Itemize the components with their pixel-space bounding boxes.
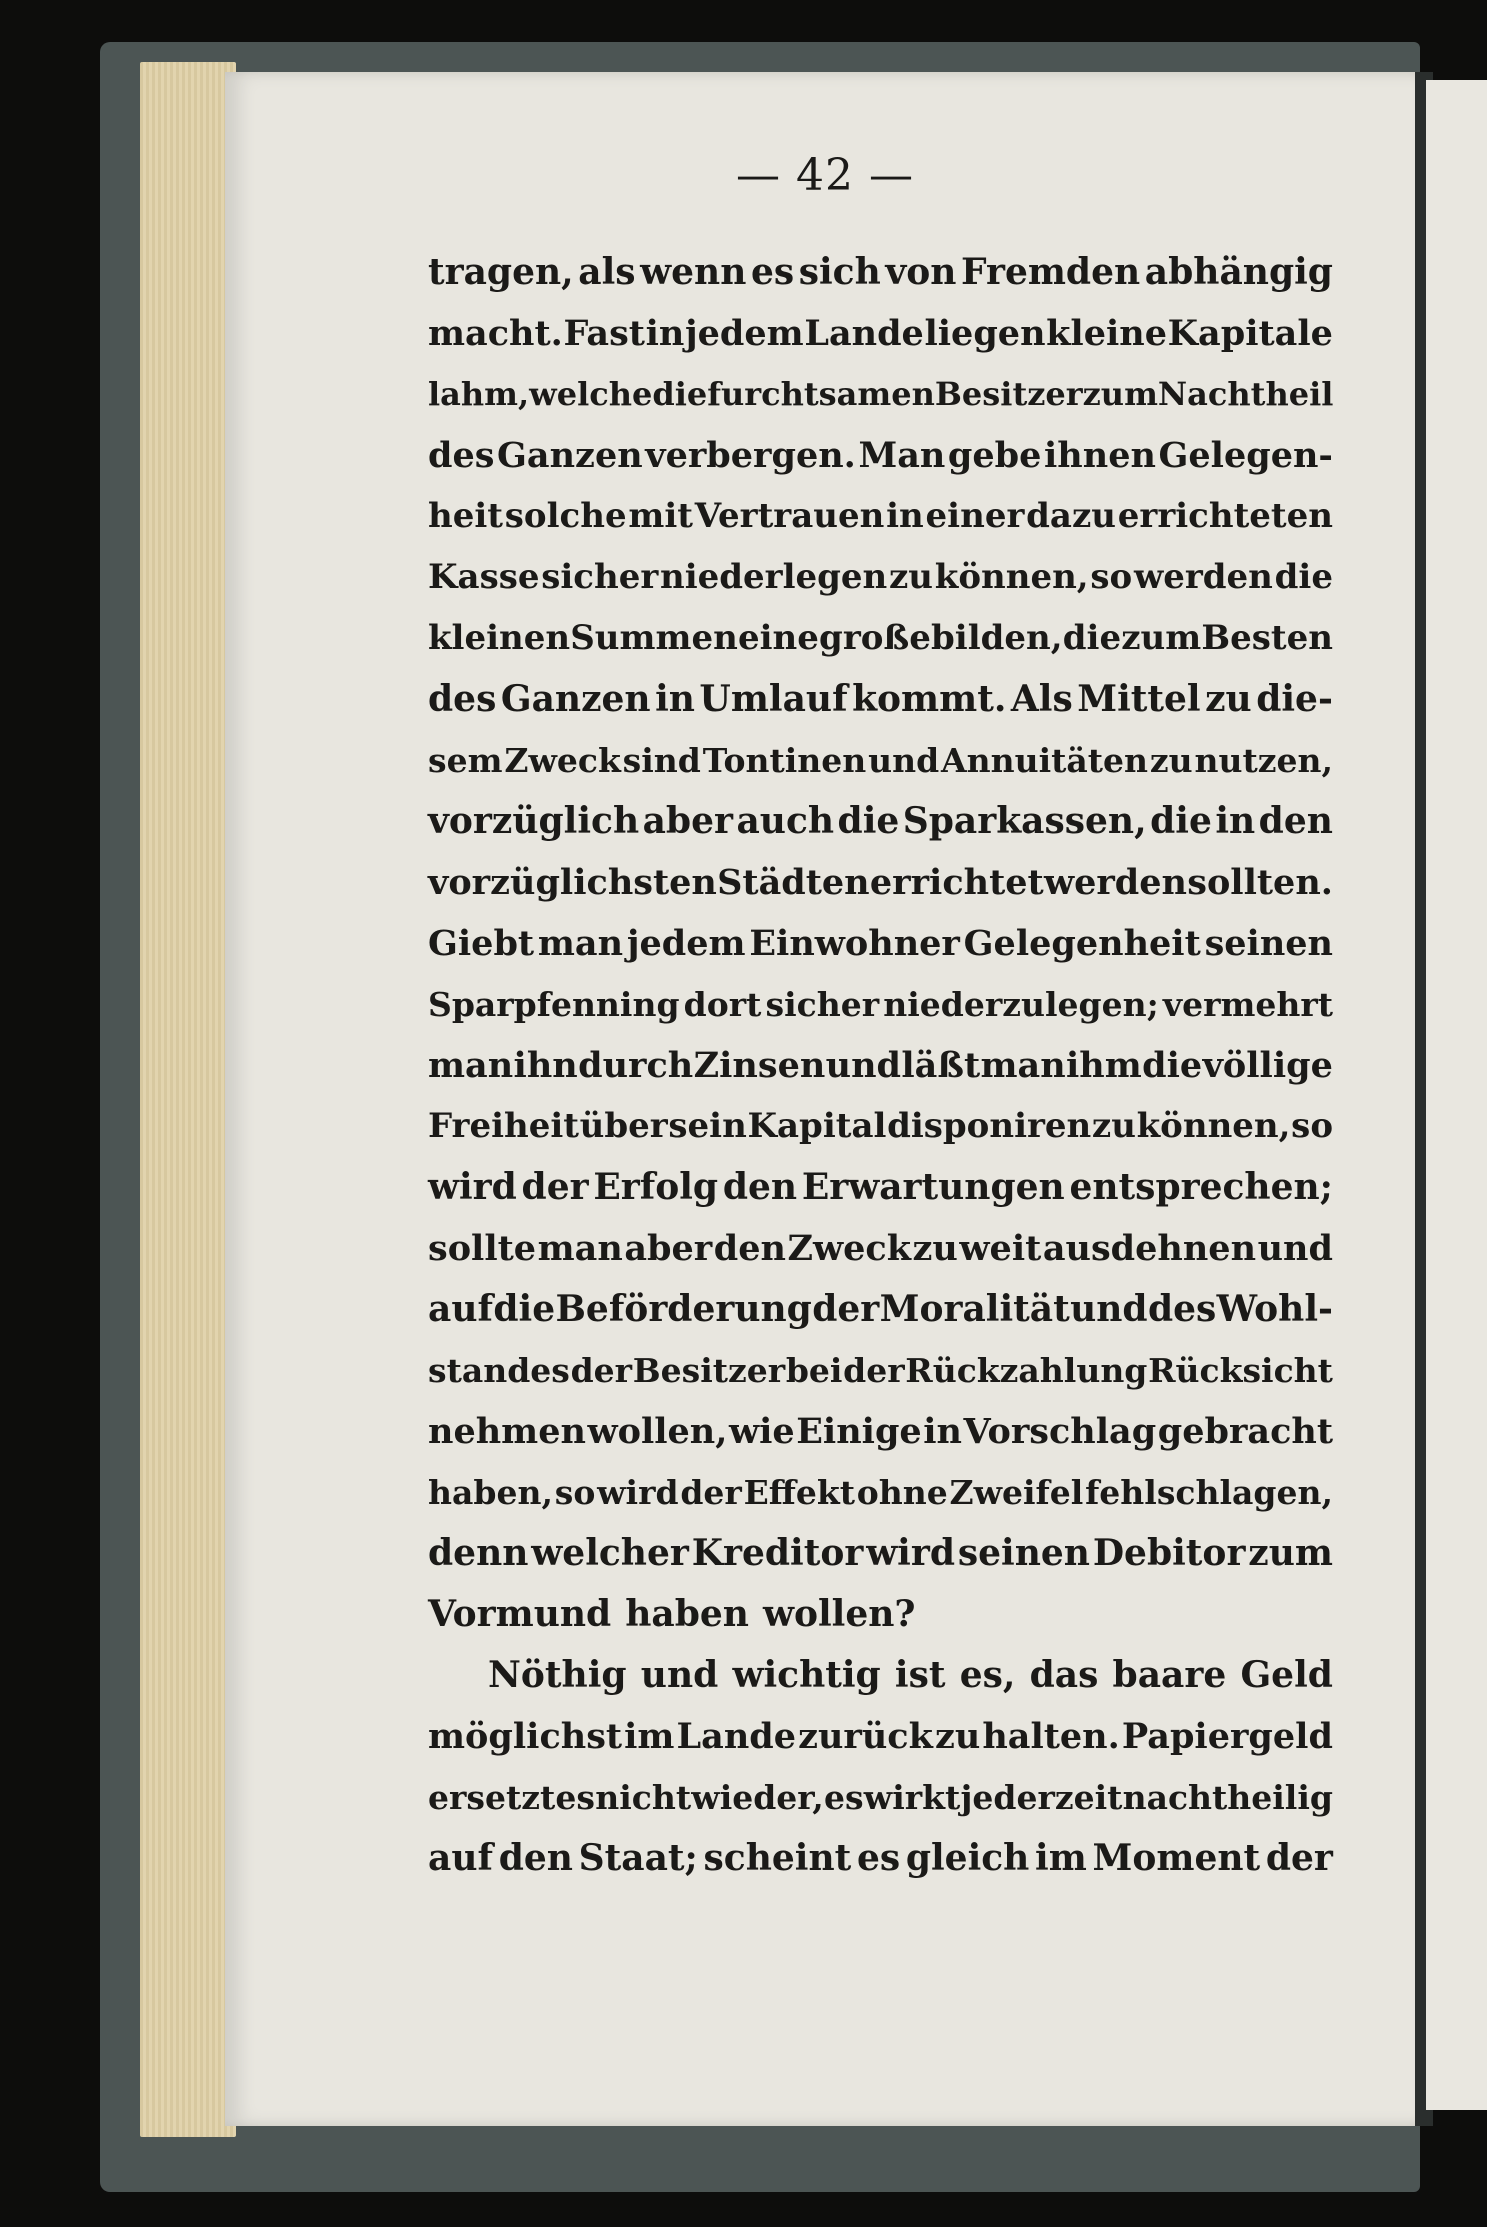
word: furchtsamen	[707, 375, 935, 413]
word: wenn	[640, 251, 747, 293]
text-line	[428, 1706, 1333, 1767]
word: des	[1147, 1288, 1217, 1330]
word: sind	[622, 741, 701, 780]
word: denn	[428, 1532, 529, 1574]
word: die	[1274, 557, 1333, 597]
word: und	[825, 1045, 902, 1086]
text-line	[428, 669, 1333, 730]
word: Freiheit	[428, 1106, 579, 1146]
word: errichtet	[869, 862, 1044, 903]
word: Giebt	[428, 923, 535, 964]
word: disponiren	[887, 1106, 1092, 1146]
word: Fast	[563, 313, 645, 354]
word: wieder,	[691, 1778, 824, 1817]
text-line	[428, 1767, 1333, 1828]
word: Zinsen	[693, 1045, 826, 1086]
word: die	[837, 800, 900, 842]
word: dazu	[1026, 496, 1116, 536]
word: in	[923, 1411, 962, 1452]
word: fehlschlagen,	[1085, 1473, 1333, 1512]
word: Einige	[796, 1411, 922, 1452]
word: ersetzt	[428, 1778, 556, 1817]
word: zu	[934, 1716, 981, 1757]
word: zum	[1248, 1532, 1333, 1574]
word: und	[1257, 1228, 1333, 1269]
word: der	[1265, 1837, 1333, 1879]
word: auch	[736, 800, 835, 842]
word: gleich	[905, 1837, 1030, 1879]
word: man	[428, 1045, 514, 1086]
word: errichteten	[1117, 496, 1333, 536]
word: in	[655, 678, 695, 720]
word: kleine	[1046, 313, 1167, 354]
word: wirkt	[863, 1778, 961, 1817]
word: Gelegenheit	[963, 923, 1201, 964]
word: sich	[798, 251, 881, 293]
word: bilden,	[931, 618, 1063, 658]
word: gebracht	[1157, 1411, 1333, 1452]
word: der	[521, 1166, 589, 1208]
word: können,	[1136, 1106, 1291, 1146]
word: zum	[1082, 375, 1158, 413]
word: Vertrauen	[694, 496, 885, 536]
text-line	[428, 1096, 1333, 1157]
word: auf	[428, 1837, 493, 1879]
word: des	[428, 678, 497, 720]
word: Kasse	[428, 557, 540, 597]
word: das	[1029, 1654, 1099, 1696]
word: Debitor	[1092, 1532, 1246, 1574]
word: Erfolg	[593, 1166, 719, 1208]
word: vorzüglichsten	[428, 862, 717, 903]
word: die	[652, 375, 708, 413]
word: welcher	[531, 1532, 689, 1574]
word: wollen,	[587, 1411, 728, 1452]
word: Ganzen	[500, 678, 651, 720]
word: als	[578, 251, 636, 293]
word: ohne	[856, 1473, 948, 1512]
word: sicher	[541, 557, 659, 597]
word: Kapital	[747, 1106, 887, 1146]
word: es	[555, 1778, 595, 1817]
word: Moralität	[879, 1288, 1070, 1330]
text-line	[428, 1828, 1333, 1889]
text-line	[428, 364, 1333, 425]
text-line	[428, 303, 1333, 364]
word: wichtig	[732, 1654, 881, 1696]
word: in	[1215, 800, 1256, 842]
word: Besitzer	[632, 1351, 786, 1390]
word: können,	[934, 557, 1089, 597]
word: so	[1291, 1106, 1333, 1146]
word: tragen,	[428, 251, 574, 293]
word: über	[579, 1106, 668, 1146]
word: Fremden	[961, 251, 1141, 293]
word: scheint	[703, 1837, 852, 1879]
word: Kapitale	[1167, 313, 1333, 354]
word: kleinen	[428, 618, 571, 658]
text-line	[428, 1157, 1333, 1218]
text-line	[428, 1401, 1333, 1462]
word: jedem	[684, 313, 804, 354]
word: Rücksicht	[1148, 1351, 1333, 1390]
word: nachtheilig	[1122, 1778, 1333, 1817]
text-line	[428, 1462, 1333, 1523]
word: große	[819, 618, 931, 658]
word: werden	[1133, 557, 1273, 597]
word: mit	[628, 496, 693, 536]
word: Umlauf	[699, 678, 848, 720]
word: haben	[625, 1593, 749, 1635]
page-header: — 42 —	[736, 150, 914, 201]
word: niederzulegen;	[883, 985, 1159, 1024]
word: der	[843, 1351, 905, 1390]
word: Zweifel	[949, 1473, 1084, 1512]
word: die	[1150, 800, 1212, 842]
text-line	[428, 974, 1333, 1035]
word: der	[812, 1288, 880, 1330]
word: ist	[894, 1654, 946, 1696]
word: verbergen.	[645, 435, 856, 476]
word: sein	[668, 1106, 747, 1146]
word: seinen	[1204, 923, 1333, 964]
word: es,	[959, 1654, 1016, 1696]
text-line	[428, 608, 1333, 669]
word: Man	[858, 435, 946, 476]
word: Besten	[1201, 618, 1333, 658]
word: sicher	[765, 985, 880, 1024]
word: den	[713, 1228, 786, 1269]
word: wird	[428, 1166, 517, 1208]
word: Einwohner	[749, 923, 960, 964]
word: heit	[428, 496, 503, 536]
word: ihnen	[1044, 435, 1156, 476]
word: aber	[624, 1228, 713, 1269]
word: nehmen	[428, 1411, 586, 1452]
word: Städten	[717, 862, 870, 903]
word: Zweck	[787, 1228, 911, 1269]
word: und	[868, 741, 940, 780]
word: in	[645, 313, 685, 354]
word: Kreditor	[691, 1532, 864, 1574]
word: zu	[1091, 1106, 1136, 1146]
word: läßt	[901, 1045, 981, 1086]
word: kommt.	[852, 678, 1007, 720]
word: Ganzen	[497, 435, 643, 476]
word: im	[624, 1716, 675, 1757]
word: welche	[529, 375, 653, 413]
word: es	[856, 1837, 901, 1879]
word: Rückzahlung	[905, 1351, 1148, 1390]
word: den	[498, 1837, 573, 1879]
word: Beförderung	[555, 1288, 812, 1330]
text-line	[428, 1584, 1333, 1645]
word: seinen	[957, 1532, 1090, 1574]
word: aber	[642, 800, 733, 842]
word: man	[537, 923, 624, 964]
word: zu	[889, 557, 934, 597]
text-line	[428, 1035, 1333, 1096]
word: Geld	[1240, 1654, 1333, 1696]
word: zu	[1149, 741, 1193, 780]
word: die-	[1256, 678, 1333, 720]
word: baare	[1112, 1654, 1227, 1696]
word: wollen?	[762, 1593, 916, 1635]
word: gebe	[947, 435, 1042, 476]
word: Vormund	[428, 1593, 612, 1635]
word: sem	[428, 741, 503, 780]
word: solche	[504, 496, 627, 536]
word: und	[640, 1654, 719, 1696]
text-line	[428, 1279, 1333, 1340]
word: man	[980, 1045, 1066, 1086]
word: Tontinen	[702, 741, 867, 780]
word: den	[722, 1166, 798, 1208]
word: der	[570, 1351, 633, 1390]
word: ausdehnen	[1042, 1228, 1257, 1269]
page-edges	[140, 62, 236, 2137]
word: halten.	[982, 1716, 1120, 1757]
word: sollten.	[1187, 862, 1333, 903]
word: werden	[1043, 862, 1187, 903]
word: Als	[1010, 678, 1073, 720]
word: Vorschlag	[963, 1411, 1157, 1452]
word: Sparpfenning	[428, 985, 680, 1024]
word: zurück	[798, 1716, 933, 1757]
word: liegen	[924, 313, 1046, 354]
word: die	[493, 1288, 556, 1330]
text-line	[428, 486, 1333, 547]
word: zum	[1121, 618, 1202, 658]
text-line	[428, 1340, 1333, 1401]
word: man	[537, 1228, 623, 1269]
word: macht.	[428, 313, 563, 354]
word: des	[428, 435, 495, 476]
word: Papiergeld	[1121, 1716, 1333, 1757]
word: wie	[728, 1411, 795, 1452]
word: nicht	[595, 1778, 692, 1817]
word: zu	[1205, 678, 1252, 720]
word: so	[1090, 557, 1133, 597]
word: jedem	[626, 923, 746, 964]
word: völlige	[1202, 1045, 1333, 1086]
word: es	[750, 251, 795, 293]
text-line	[428, 425, 1333, 486]
word: im	[1035, 1837, 1087, 1879]
word: Zweck	[504, 741, 621, 780]
word: Moment	[1092, 1837, 1261, 1879]
word: Mittel	[1077, 678, 1201, 720]
word: standes	[428, 1351, 570, 1390]
word: den	[1258, 800, 1333, 842]
word: lahm,	[428, 375, 530, 413]
word: entsprechen;	[1069, 1166, 1333, 1208]
word: möglichst	[428, 1716, 623, 1757]
text-line	[428, 1523, 1333, 1584]
word: dort	[683, 985, 762, 1024]
page-text	[428, 242, 1333, 1889]
word: Besitzer	[934, 375, 1083, 413]
word: nutzen,	[1194, 741, 1333, 780]
word: Lande	[804, 313, 924, 354]
text-line	[428, 730, 1333, 791]
word: vermehrt	[1162, 985, 1333, 1024]
word: Lande	[676, 1716, 797, 1757]
word: zu	[912, 1228, 958, 1269]
word: sollte	[428, 1228, 537, 1269]
text-line	[428, 791, 1333, 852]
word: die	[1142, 1045, 1203, 1086]
word: weit	[959, 1228, 1042, 1269]
word: Annuitäten	[941, 741, 1149, 780]
word: so	[554, 1473, 596, 1512]
word: wird	[597, 1473, 679, 1512]
word: von	[885, 251, 957, 293]
word: Nachtheil	[1157, 375, 1334, 413]
text-line	[428, 242, 1333, 303]
word: in	[886, 496, 924, 536]
word: Summen	[570, 618, 738, 658]
next-page-edge	[1426, 80, 1487, 2110]
word: Effekt	[743, 1473, 855, 1512]
word: Gelegen-	[1158, 435, 1333, 476]
word: haben,	[428, 1473, 553, 1512]
word: und	[1070, 1288, 1148, 1330]
word: jederzeit	[960, 1778, 1123, 1817]
word: es	[823, 1778, 864, 1817]
word: auf	[428, 1288, 493, 1330]
word: Erwartungen	[801, 1166, 1065, 1208]
word: Nöthig	[488, 1654, 627, 1696]
word: vorzüglich	[428, 800, 640, 842]
word: die	[1062, 618, 1122, 658]
word: ihm	[1066, 1045, 1142, 1086]
word: durch	[578, 1045, 694, 1086]
word: eine	[737, 618, 819, 658]
word: Staat;	[578, 1837, 698, 1879]
word: der	[680, 1473, 742, 1512]
word: abhängig	[1144, 251, 1333, 293]
text-line	[428, 852, 1333, 913]
word: ihn	[513, 1045, 578, 1086]
word: niederlegen	[660, 557, 888, 597]
text-line	[428, 547, 1333, 608]
text-line	[428, 1218, 1333, 1279]
word: einer	[925, 496, 1025, 536]
text-line	[428, 1645, 1333, 1706]
word: Wohl-	[1216, 1288, 1333, 1330]
text-line	[428, 913, 1333, 974]
word: wird	[866, 1532, 955, 1574]
word: Sparkassen,	[902, 800, 1147, 842]
word: bei	[785, 1351, 843, 1390]
